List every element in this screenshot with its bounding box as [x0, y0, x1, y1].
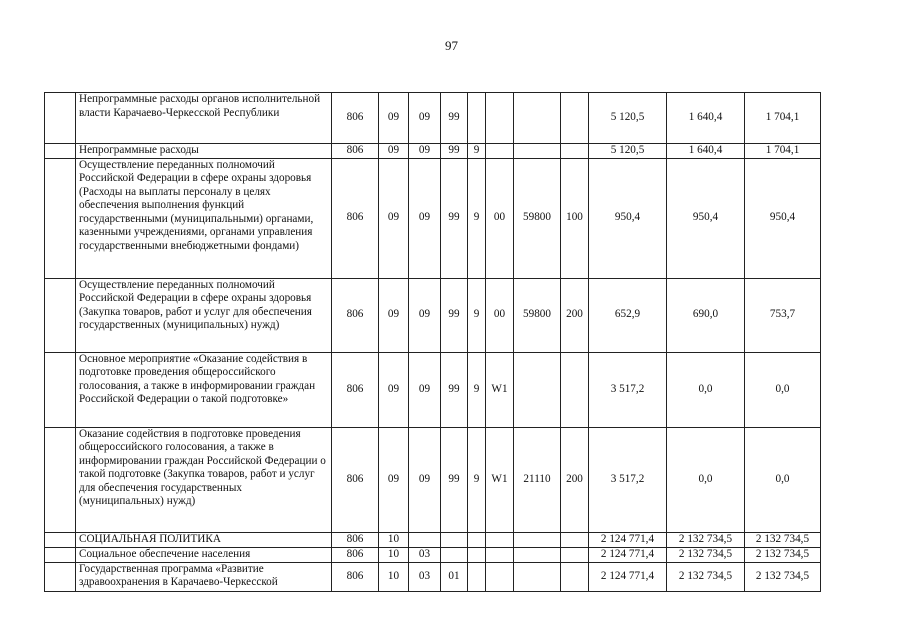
section-code: 10 [379, 562, 409, 591]
ved-code: 806 [332, 562, 379, 591]
target-article-subprogram [468, 93, 486, 144]
row-name: Оказание содействия в подготовке проведения общероссийского голосования, а также в информировании граждан Российской Федерации о такой подготовке (Закупка товаров, работ и услуг для обеспечения государственных (муниципальных) нужд) [76, 427, 332, 532]
amount-year-3: 0,0 [745, 352, 821, 427]
ved-code: 806 [332, 93, 379, 144]
target-article-program: 01 [441, 562, 468, 591]
target-article-event: W1 [486, 352, 514, 427]
target-article-program [441, 547, 468, 562]
section-code: 09 [379, 352, 409, 427]
section-code: 09 [379, 427, 409, 532]
expense-type-code: 200 [561, 427, 589, 532]
table-row [45, 93, 821, 144]
row-name: Осуществление переданных полномочий Российской Федерации в сфере охраны здоровья (Расходы на выплаты персоналу в целях обеспечения выполнения функций государственными (муниципальными) органами, казенными учреждениями, органами управления государственными внебюджетными фондами) [76, 158, 332, 278]
target-article-subprogram: 9 [468, 278, 486, 352]
table-row [45, 144, 821, 159]
row-name: СОЦИАЛЬНАЯ ПОЛИТИКА [76, 532, 332, 547]
target-article-subprogram [468, 562, 486, 591]
table-row [45, 562, 821, 591]
target-article-direction [514, 562, 561, 591]
row-number-cell [45, 427, 76, 532]
row-name: Осуществление переданных полномочий Российской Федерации в сфере охраны здоровья (Закупка товаров, работ и услуг для обеспечения государственных (муниципальных) нужд) [76, 278, 332, 352]
target-article-direction: 59800 [514, 158, 561, 278]
page-number: 97 [445, 38, 458, 53]
target-article-event [486, 532, 514, 547]
amount-year-3: 1 704,1 [745, 93, 821, 144]
target-article-direction [514, 352, 561, 427]
ved-code: 806 [332, 532, 379, 547]
section-code: 10 [379, 547, 409, 562]
target-article-direction [514, 93, 561, 144]
target-article-direction: 21110 [514, 427, 561, 532]
expense-type-code [561, 547, 589, 562]
target-article-event [486, 547, 514, 562]
target-article-program: 99 [441, 352, 468, 427]
amount-year-1: 2 124 771,4 [589, 547, 667, 562]
target-article-event: 00 [486, 158, 514, 278]
amount-year-2: 950,4 [667, 158, 745, 278]
target-article-program: 99 [441, 144, 468, 159]
subsection-code [409, 532, 441, 547]
table-row [45, 547, 821, 562]
amount-year-3: 0,0 [745, 427, 821, 532]
target-article-subprogram: 9 [468, 427, 486, 532]
row-number-cell [45, 278, 76, 352]
table-row [45, 278, 821, 352]
subsection-code: 09 [409, 427, 441, 532]
subsection-code: 09 [409, 352, 441, 427]
row-number-cell [45, 93, 76, 144]
expense-type-code: 200 [561, 278, 589, 352]
row-number-cell [45, 158, 76, 278]
subsection-code: 03 [409, 562, 441, 591]
target-article-direction: 59800 [514, 278, 561, 352]
expense-type-code [561, 93, 589, 144]
target-article-event: 00 [486, 278, 514, 352]
target-article-subprogram [468, 532, 486, 547]
target-article-direction [514, 144, 561, 159]
target-article-program: 99 [441, 278, 468, 352]
target-article-event: W1 [486, 427, 514, 532]
table-row [45, 427, 821, 532]
amount-year-2: 0,0 [667, 427, 745, 532]
target-article-subprogram [468, 547, 486, 562]
amount-year-1: 652,9 [589, 278, 667, 352]
subsection-code: 09 [409, 93, 441, 144]
row-number-cell [45, 144, 76, 159]
amount-year-1: 5 120,5 [589, 93, 667, 144]
budget-table [44, 92, 821, 592]
ved-code: 806 [332, 352, 379, 427]
ved-code: 806 [332, 144, 379, 159]
table-row [45, 352, 821, 427]
row-name: Непрограммные расходы органов исполнительной власти Карачаево-Черкесской Республики [76, 93, 332, 144]
section-code: 10 [379, 532, 409, 547]
subsection-code: 03 [409, 547, 441, 562]
table-row [45, 158, 821, 278]
row-number-cell [45, 352, 76, 427]
amount-year-1: 5 120,5 [589, 144, 667, 159]
subsection-code: 09 [409, 144, 441, 159]
expense-type-code [561, 562, 589, 591]
amount-year-1: 2 124 771,4 [589, 532, 667, 547]
target-article-program: 99 [441, 158, 468, 278]
amount-year-2: 1 640,4 [667, 144, 745, 159]
amount-year-3: 1 704,1 [745, 144, 821, 159]
section-code: 09 [379, 158, 409, 278]
row-name: Социальное обеспечение населения [76, 547, 332, 562]
amount-year-1: 3 517,2 [589, 427, 667, 532]
amount-year-1: 2 124 771,4 [589, 562, 667, 591]
target-article-direction [514, 532, 561, 547]
amount-year-2: 2 132 734,5 [667, 562, 745, 591]
amount-year-3: 753,7 [745, 278, 821, 352]
amount-year-2: 0,0 [667, 352, 745, 427]
amount-year-3: 2 132 734,5 [745, 547, 821, 562]
section-code: 09 [379, 93, 409, 144]
subsection-code: 09 [409, 158, 441, 278]
amount-year-3: 950,4 [745, 158, 821, 278]
amount-year-3: 2 132 734,5 [745, 562, 821, 591]
section-code: 09 [379, 144, 409, 159]
target-article-event [486, 562, 514, 591]
amount-year-3: 2 132 734,5 [745, 532, 821, 547]
expense-type-code: 100 [561, 158, 589, 278]
row-number-cell [45, 562, 76, 591]
amount-year-2: 2 132 734,5 [667, 547, 745, 562]
target-article-subprogram: 9 [468, 158, 486, 278]
amount-year-2: 1 640,4 [667, 93, 745, 144]
expense-type-code [561, 144, 589, 159]
target-article-subprogram: 9 [468, 144, 486, 159]
expense-type-code [561, 352, 589, 427]
target-article-subprogram: 9 [468, 352, 486, 427]
subsection-code: 09 [409, 278, 441, 352]
target-article-program: 99 [441, 93, 468, 144]
amount-year-1: 3 517,2 [589, 352, 667, 427]
row-number-cell [45, 532, 76, 547]
row-number-cell [45, 547, 76, 562]
ved-code: 806 [332, 547, 379, 562]
target-article-program: 99 [441, 427, 468, 532]
row-name: Основное мероприятие «Оказание содействия в подготовке проведения общероссийского голосования, а также в информировании граждан Российской Федерации о такой подготовке» [76, 352, 332, 427]
row-name: Непрограммные расходы [76, 144, 332, 159]
table-row [45, 532, 821, 547]
ved-code: 806 [332, 427, 379, 532]
target-article-event [486, 93, 514, 144]
amount-year-2: 2 132 734,5 [667, 532, 745, 547]
target-article-event [486, 144, 514, 159]
ved-code: 806 [332, 278, 379, 352]
amount-year-2: 690,0 [667, 278, 745, 352]
target-article-direction [514, 547, 561, 562]
expense-type-code [561, 532, 589, 547]
row-name: Государственная программа «Развитие здравоохранения в Карачаево-Черкесской [76, 562, 332, 591]
amount-year-1: 950,4 [589, 158, 667, 278]
ved-code: 806 [332, 158, 379, 278]
target-article-program [441, 532, 468, 547]
section-code: 09 [379, 278, 409, 352]
